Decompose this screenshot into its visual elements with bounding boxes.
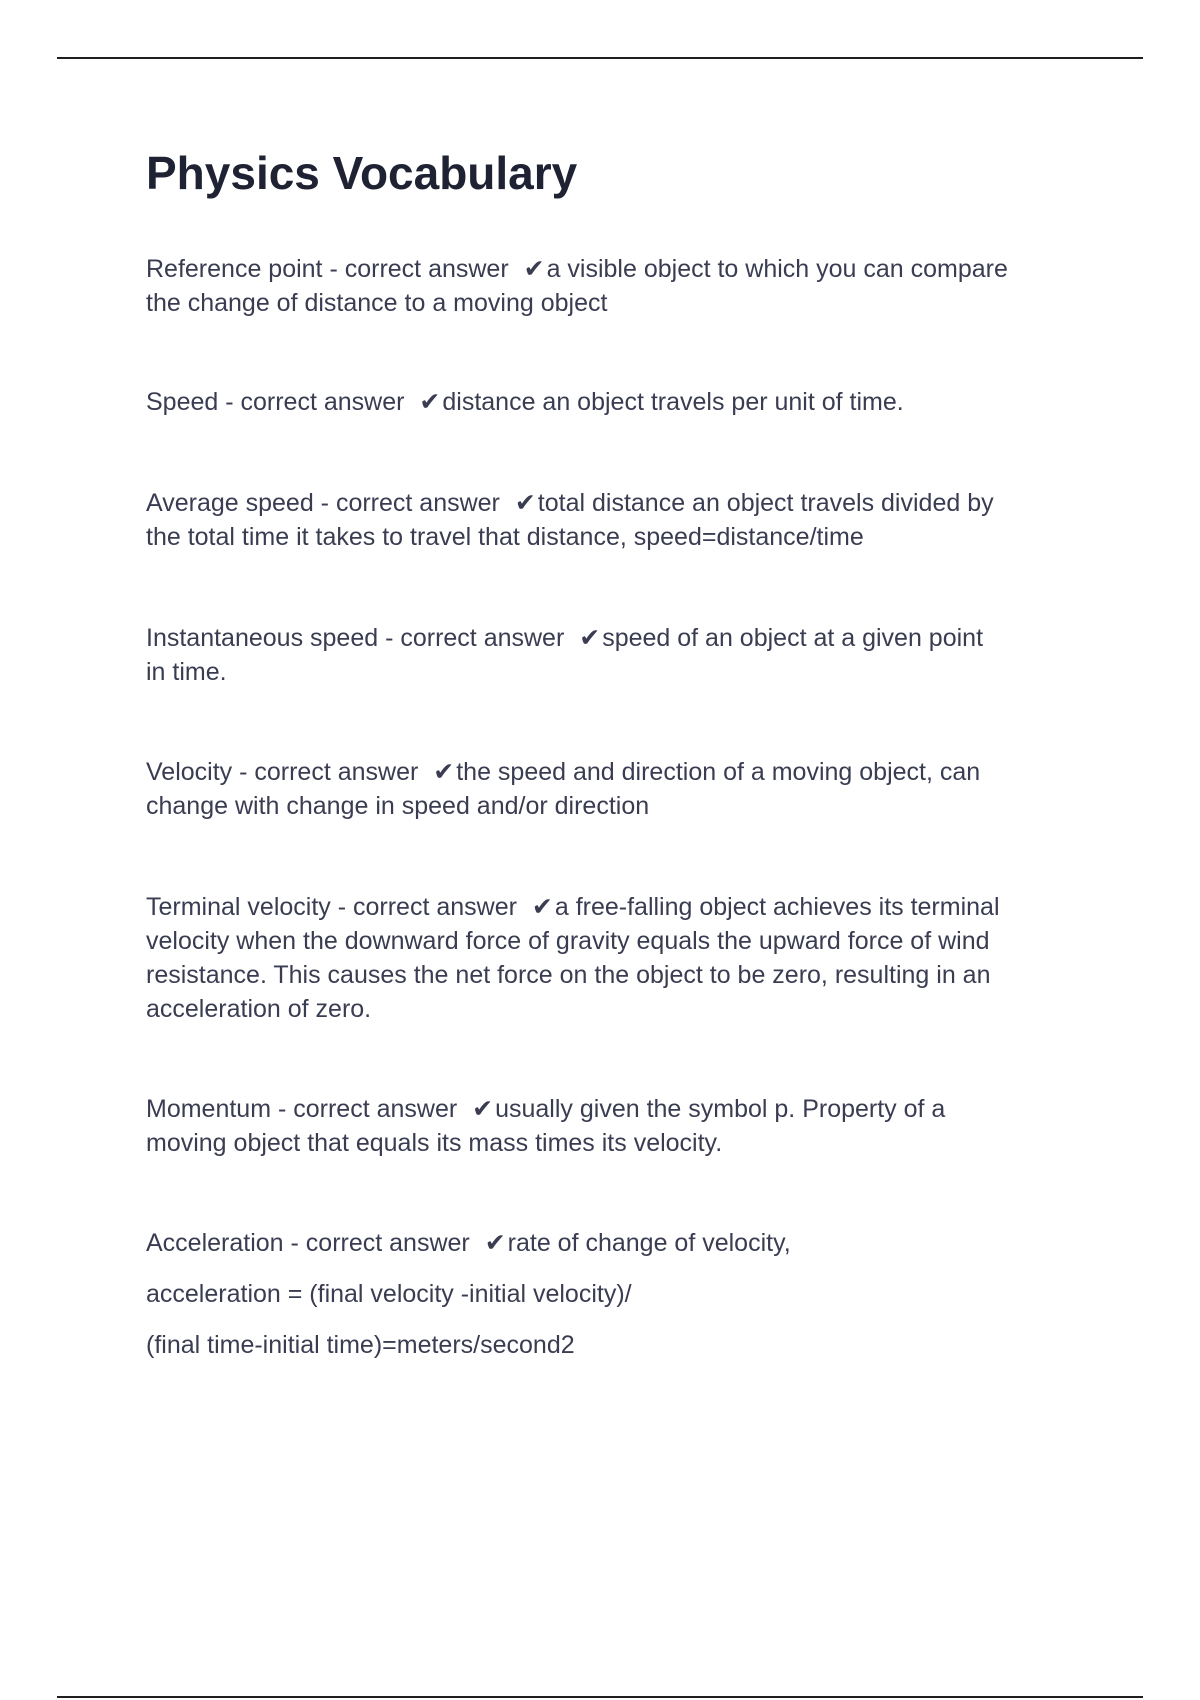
acceleration-formula-line: (final time-initial time)=meters/second2 — [146, 1331, 575, 1359]
entry-term: Acceleration - correct answer — [146, 1229, 477, 1257]
entry-definition: rate of change of velocity, — [507, 1229, 791, 1257]
entry-term: Momentum - correct answer — [146, 1095, 465, 1123]
document-title: Physics Vocabulary — [146, 147, 578, 199]
check-icon: ✔ — [433, 758, 455, 786]
vocab-entry-average-speed — [146, 486, 1106, 554]
entry-definition-line: resistance. This causes the net force on the object to be zero, resulting in an — [146, 961, 991, 989]
check-icon: ✔ — [419, 388, 441, 416]
entry-first-line — [146, 890, 1106, 924]
bottom-rule — [57, 1696, 1143, 1698]
entry-first-line — [146, 1226, 1106, 1260]
entry-definition: usually given the symbol p. Property of a — [495, 1095, 946, 1123]
check-icon: ✔ — [523, 255, 545, 283]
vocab-entry-acceleration — [146, 1226, 1106, 1362]
check-icon: ✔ — [514, 489, 536, 517]
entry-first-line — [146, 385, 1106, 419]
entry-definition-line: velocity when the downward force of gravity equals the upward force of wind — [146, 927, 990, 955]
entry-definition: distance an object travels per unit of time. — [442, 388, 904, 416]
entry-definition-line: the total time it takes to travel that distance, speed=distance/time — [146, 523, 864, 551]
vocab-entry-terminal-velocity — [146, 890, 1106, 1026]
entry-first-line — [146, 486, 1106, 520]
entry-definition-line: moving object that equals its mass times its velocity. — [146, 1129, 723, 1157]
entry-first-line — [146, 1092, 1106, 1126]
document-body — [146, 145, 1106, 1359]
entry-term: Average speed - correct answer — [146, 489, 507, 517]
acceleration-formula-line: acceleration = (final velocity -initial velocity)/ — [146, 1280, 632, 1308]
entry-definition: total distance an object travels divided by — [537, 489, 994, 517]
entry-term: Velocity - correct answer — [146, 758, 426, 786]
top-rule — [57, 57, 1143, 59]
entry-first-line — [146, 252, 1106, 286]
check-icon: ✔ — [472, 1095, 494, 1123]
entry-first-line — [146, 755, 1106, 789]
entry-term: Reference point - correct answer — [146, 255, 516, 283]
vocab-entry-speed — [146, 385, 1106, 419]
entry-definition: a free-falling object achieves its terminal — [554, 893, 1000, 921]
entry-definition: speed of an object at a given point — [602, 624, 984, 652]
entry-term: Speed - correct answer — [146, 388, 412, 416]
check-icon: ✔ — [531, 893, 553, 921]
vocab-entry-reference-point — [146, 252, 1106, 320]
vocab-entry-instantaneous-speed — [146, 621, 1106, 689]
check-icon: ✔ — [484, 1229, 506, 1257]
entry-term: Instantaneous speed - correct answer — [146, 624, 572, 652]
entry-term: Terminal velocity - correct answer — [146, 893, 524, 921]
entry-first-line — [146, 621, 1106, 655]
entry-definition: a visible object to which you can compare — [546, 255, 1008, 283]
entry-definition-line: the change of distance to a moving object — [146, 289, 608, 317]
entry-definition-line: in time. — [146, 658, 227, 686]
vocab-entry-momentum — [146, 1092, 1106, 1160]
entry-definition-line: acceleration of zero. — [146, 995, 372, 1023]
check-icon: ✔ — [579, 624, 601, 652]
entry-definition-line: change with change in speed and/or direction — [146, 792, 650, 820]
entry-definition: the speed and direction of a moving object, can — [456, 758, 981, 786]
vocab-entry-velocity — [146, 755, 1106, 823]
